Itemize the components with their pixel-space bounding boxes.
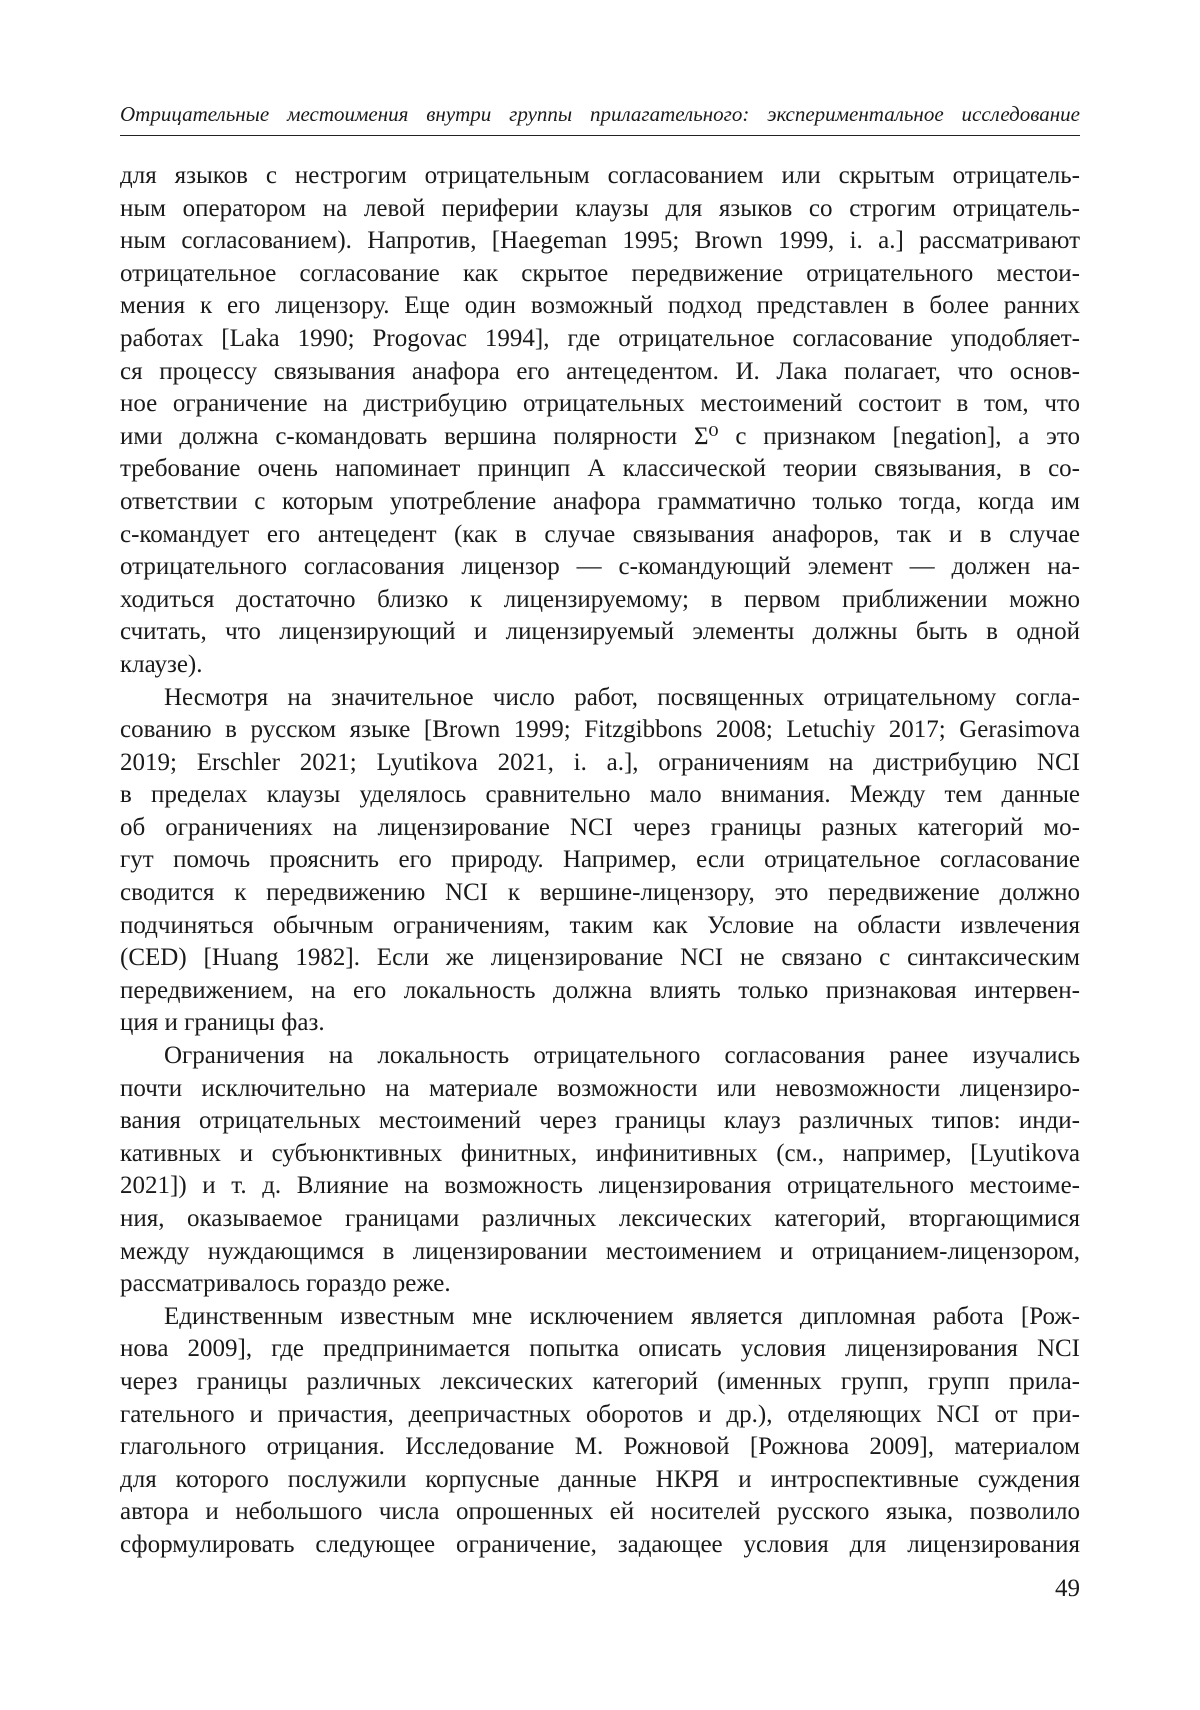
text-line: ным оператором на левой периферии клаузы для языков со строгим отрицатель- [120,194,1080,222]
text-line: рассматривалось гораздо реже. [120,1270,451,1298]
text-line: 2021]) и т. д. Влияние на возможность лицензирования отрицательного местоиме- [120,1172,1080,1200]
text-line: передвижением, на его локальность должна влиять только признаковая интервен- [120,976,1080,1004]
text-line: сформулировать следующее ограничение, задающее условия для лицензирования [120,1530,1080,1558]
text-line: (CED) [Huang 1982]. Если же лицензирование NCI не связано с синтаксическим [120,944,1080,972]
body-text [120,160,1080,1562]
text-line: вания отрицательных местоимений через границы клауз различных типов: инди- [120,1107,1080,1135]
text-line: отрицательное согласование как скрытое передвижение отрицательного местои- [120,259,1080,287]
text-line: гут помочь прояснить его природу. Например, если отрицательное согласование [120,846,1080,874]
header-rule [120,135,1080,136]
text-line: через границы различных лексических категорий (именных групп, групп прила- [120,1367,1080,1395]
text-line: автора и небольшого числа опрошенных ей носителей русского языка, позволило [120,1498,1080,1526]
text-line: ния, оказываемое границами различных лексических категорий, вторгающимися [120,1205,1080,1232]
text-line: для которого послужили корпусные данные НКРЯ и интроспективные суждения [120,1465,1080,1493]
text-line: ходиться достаточно близко к лицензируемому; в первом приближении можно [120,585,1080,613]
text-line: об ограничениях на лицензирование NCI через границы разных категорий мо- [120,813,1080,841]
paragraph-3 [120,1040,1080,1301]
text-line: 2019; Erschler 2021; Lyutikova 2021, i. a.], ограничениям на дистрибуцию NCI [120,748,1080,776]
paragraph-2 [120,682,1080,1041]
text-line: ся процессу связывания анафора его антецедентом. И. Лака полагает, что основ- [120,357,1080,385]
text-line: требование очень напоминает принцип А классической теории связывания, в со- [120,455,1080,483]
text-line: ими должна с-командовать вершина полярности Σ⁰ с признаком [negation], а это [120,422,1080,450]
text-line: ное ограничение на дистрибуцию отрицательных местоимений состоит в том, что [120,390,1080,418]
page-number: 49 [1055,1575,1080,1602]
text-line: мения к его лицензору. Еще один возможный подход представлен в более ранних [120,292,1080,320]
running-header: Отрицательные местоимения внутри группы прилагательного: экспериментальное исследование [120,102,1080,126]
text-line: гательного и причастия, деепричастных оборотов и др.), отделяющих NCI от при- [120,1400,1080,1428]
text-line: отрицательного согласования лицензор — с-командующий элемент — должен на- [120,553,1080,581]
text-line: почти исключительно на материале возможности или невозможности лицензиро- [120,1074,1080,1102]
text-line: ным согласованием). Напротив, [Haegeman 1995; Brown 1999, i. a.] рассматривают [120,227,1080,255]
paragraph-4 [120,1301,1080,1562]
text-line: подчиняться обычным ограничениям, таким как Условие на области извлечения [120,911,1080,939]
text-line: сованию в русском языке [Brown 1999; Fitzgibbons 2008; Letuchiy 2017; Gerasimova [120,716,1080,744]
text-line: клаузе). [120,650,203,678]
text-line: глагольного отрицания. Исследование М. Рожновой [Рожнова 2009], материалом [120,1433,1080,1461]
text-line: Несмотря на значительное число работ, посвященных отрицательному согла- [164,683,1080,711]
text-line: ответствии с которым употребление анафора грамматично только тогда, когда им [120,487,1080,515]
text-line: работах [Laka 1990; Progovac 1994], где отрицательное согласование уподобляет- [120,324,1080,352]
text-line: Единственным известным мне исключением является дипломная работа [Рож- [164,1302,1080,1330]
text-line: между нуждающимся в лицензировании местоимением и отрицанием-лицензором, [120,1237,1080,1265]
text-line: ция и границы фаз. [120,1009,325,1037]
text-line: считать, что лицензирующий и лицензируемый элементы должны быть в одной [120,618,1080,646]
text-line: Ограничения на локальность отрицательного согласования ранее изучались [164,1042,1080,1070]
paragraph-1 [120,160,1080,682]
text-line: в пределах клаузы уделялось сравнительно мало внимания. Между тем данные [120,781,1080,809]
text-line: нова 2009], где предпринимается попытка описать условия лицензирования NCI [120,1335,1080,1363]
text-line: для языков с нестрогим отрицательным согласованием или скрытым отрицатель- [120,162,1080,189]
text-line: с-командует его антецедент (как в случае связывания анафоров, так и в случае [120,520,1080,548]
text-line: кативных и субъюнктивных финитных, инфинитивных (см., например, [Lyutikova [120,1139,1080,1167]
text-line: сводится к передвижению NCI к вершине-лицензору, это передвижение должно [120,879,1080,907]
